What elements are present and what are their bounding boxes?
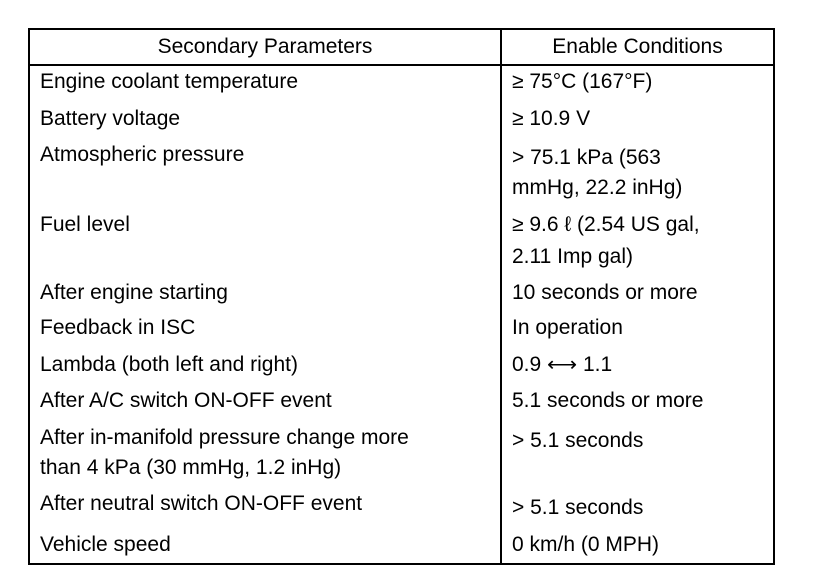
param-in-manifold-pressure-line2: than 4 kPa (30 mmHg, 1.2 inHg) [40, 456, 342, 479]
condition-lambda: 0.9 ⟷ 1.1 [512, 353, 613, 376]
condition-after-engine-starting: 10 seconds or more [512, 281, 698, 304]
param-engine-coolant-temperature: Engine coolant temperature [40, 70, 298, 93]
condition-engine-coolant-temperature: ≥ 75°C (167°F) [512, 70, 653, 93]
param-vehicle-speed: Vehicle speed [40, 533, 171, 556]
condition-after-neutral-switch: > 5.1 seconds [512, 496, 644, 519]
param-feedback-in-isc: Feedback in ISC [40, 316, 196, 339]
condition-feedback-in-isc: In operation [512, 316, 623, 339]
param-lambda: Lambda (both left and right) [40, 353, 298, 376]
param-after-neutral-switch: After neutral switch ON-OFF event [40, 492, 363, 515]
param-in-manifold-pressure-line1: After in-manifold pressure change more [40, 426, 409, 449]
condition-atmospheric-pressure-line1: > 75.1 kPa (563 [512, 146, 661, 169]
param-after-ac-switch: After A/C switch ON-OFF event [40, 389, 332, 412]
header-divider [28, 64, 775, 66]
condition-in-manifold-pressure: > 5.1 seconds [512, 429, 644, 452]
condition-after-ac-switch: 5.1 seconds or more [512, 389, 704, 412]
param-fuel-level: Fuel level [40, 213, 130, 236]
condition-fuel-level-line2: 2.11 Imp gal) [512, 245, 634, 268]
param-battery-voltage: Battery voltage [40, 107, 181, 130]
header-enable-conditions: Enable Conditions [552, 35, 723, 58]
condition-fuel-level-line1: ≥ 9.6 ℓ (2.54 US gal, [512, 213, 700, 236]
param-atmospheric-pressure: Atmospheric pressure [40, 143, 245, 166]
condition-battery-voltage: ≥ 10.9 V [512, 107, 591, 130]
param-after-engine-starting: After engine starting [40, 281, 228, 304]
column-divider [500, 28, 502, 565]
condition-vehicle-speed: 0 km/h (0 MPH) [512, 533, 660, 556]
condition-atmospheric-pressure-line2: mmHg, 22.2 inHg) [512, 176, 683, 199]
header-secondary-parameters: Secondary Parameters [157, 35, 373, 58]
